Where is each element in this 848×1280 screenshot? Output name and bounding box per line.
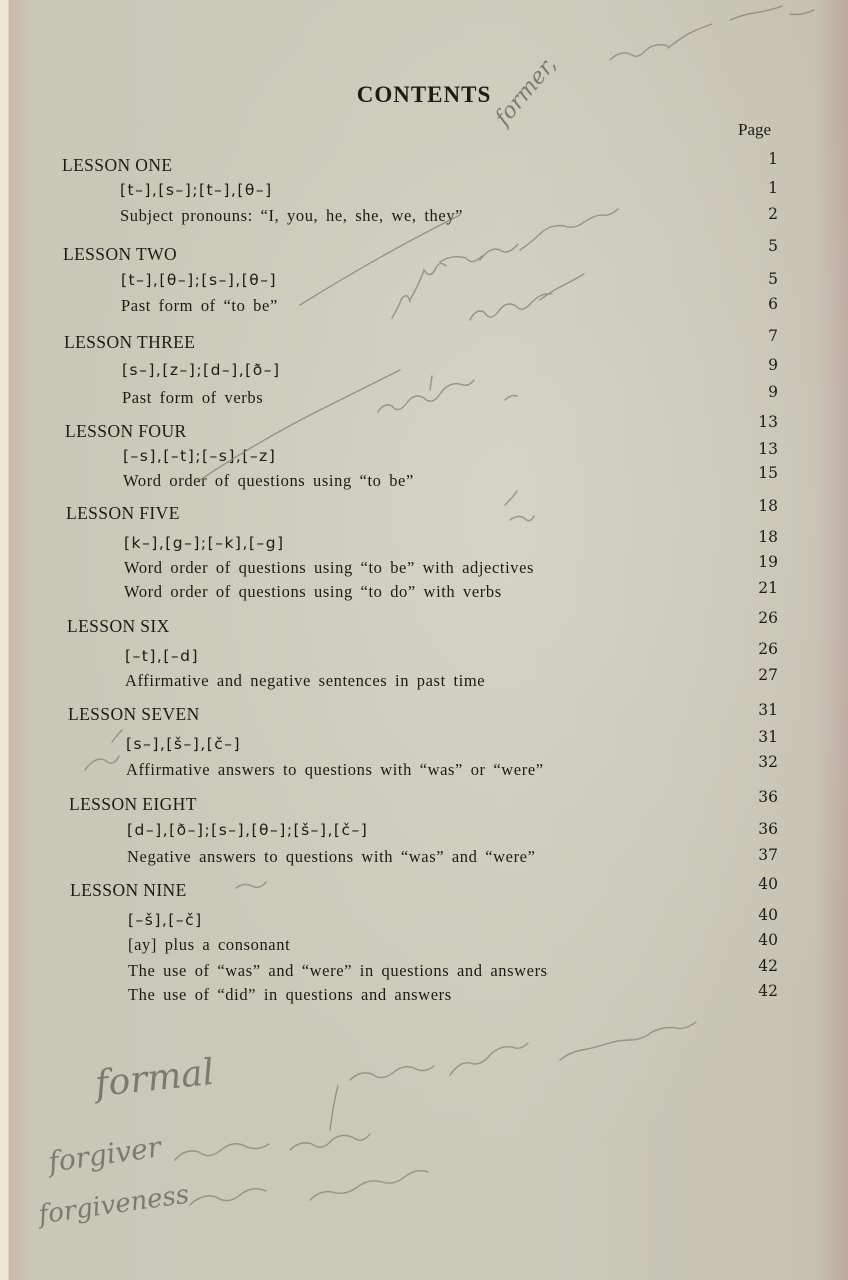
toc-entry-label: The use of “did” in questions and answers [128,985,452,1004]
handwritten-note-former: former, [490,52,562,131]
toc-entry-label: Word order of questions using “to do” with verbs [124,582,502,601]
toc-entry-label: Past form of “to be” [121,296,278,315]
toc-page-number: 26 [758,640,778,658]
toc-entry-label: [t–],[s–];[t–],[θ–] [120,181,273,199]
toc-page-number: 13 [758,413,778,431]
toc-page-number: 26 [758,609,778,627]
toc-page-number: 27 [758,666,778,684]
toc-page-number: 5 [768,237,778,255]
toc-page-number: 42 [758,982,778,1000]
scribble-lesson-two-b [470,274,584,320]
toc-page-number: 37 [758,846,778,864]
toc-page-number: 1 [768,179,778,197]
toc-page-number: 18 [758,528,778,546]
toc-entry-label: Negative answers to questions with “was” and “were” [127,847,536,866]
toc-entry-label: LESSON FIVE [66,503,180,523]
toc-entry-label: LESSON NINE [70,880,187,900]
toc-page-number: 42 [758,957,778,975]
toc-page-number: 9 [768,383,778,401]
toc-page-number: 18 [758,497,778,515]
toc-entry-label: [d–],[ð–];[s–],[θ–];[š–],[č–] [127,821,369,839]
toc-entry-label: [–t],[–d] [125,647,200,665]
scribble-lesson-two [392,209,618,318]
toc-page-number: 2 [768,205,778,223]
toc-entry-label: LESSON ONE [62,155,173,175]
toc-entry-label: [k–],[g–];[–k],[–g] [124,534,285,552]
scribble-bottom-2 [175,1086,370,1160]
scribble-top-right [610,6,814,60]
toc-entry-label: [ay] plus a consonant [128,935,291,954]
scribble-lesson-nine [236,882,266,888]
toc-entry-label: The use of “was” and “were” in questions and answers [128,961,548,980]
toc-page-number: 31 [758,728,778,746]
toc-page-number: 9 [768,356,778,374]
toc-entry-label: [–s],[–t];[–s],[–z] [123,447,277,465]
toc-page-number: 31 [758,701,778,719]
pencil-line-lesson-three [200,215,460,480]
toc-page-number: 40 [758,906,778,924]
scribble-bottom-1 [350,1022,696,1080]
toc-entry-label: Word order of questions using “to be” with adjectives [124,558,535,577]
toc-entry-label: Affirmative answers to questions with “was” or “were” [126,760,544,779]
toc-entry-label: Affirmative and negative sentences in past time [125,671,486,690]
toc-entry-label: [t–],[θ–];[s–],[θ–] [121,271,278,289]
toc-page-number: 40 [758,875,778,893]
handwritten-note-formal: formal [93,1051,217,1106]
toc-entry-label: LESSON SIX [67,616,170,636]
toc-entry-label: Word order of questions using “to be” [123,471,414,490]
toc-page-number: 1 [768,150,778,168]
toc-entry-label: LESSON TWO [63,244,178,264]
toc-entry-label: LESSON FOUR [65,421,187,441]
page-title-text: CONTENTS [356,82,492,107]
scribble-lesson-seven [85,730,122,770]
toc-page-number: 7 [768,327,778,345]
scribble-lesson-three [378,376,517,412]
toc-entry-label: LESSON THREE [64,332,196,352]
toc-entry-label: LESSON EIGHT [69,794,197,814]
handwritten-note-forgiver: forgiver [46,1130,164,1179]
toc-page-number: 19 [758,553,778,571]
toc-page-number: 36 [758,820,778,838]
toc-entry-label: Subject pronouns: “I, you, he, she, we, they” [120,206,464,225]
toc-entry-label: LESSON SEVEN [68,704,200,724]
toc-page-number: 6 [768,295,778,313]
toc-page-number: 36 [758,788,778,806]
toc-page-number: 13 [758,440,778,458]
page-column-header: Page [738,120,772,139]
toc-entry-label: [s–],[z–];[d–],[ð–] [122,361,281,379]
toc-page-number: 15 [758,464,778,482]
scribble-lesson-five [505,491,534,521]
toc-page-number: 21 [758,579,778,597]
toc-page-number: 40 [758,931,778,949]
toc-entry-label: Past form of verbs [122,388,264,407]
handwritten-note-forgiveness: forgiveness [36,1179,191,1231]
scribble-bottom-3 [190,1171,428,1205]
toc-entry-label: [–š],[–č] [128,911,203,929]
toc-entry-label: [s–],[š–],[č–] [126,735,242,753]
toc-page-number: 32 [758,753,778,771]
toc-page-number: 5 [768,270,778,288]
